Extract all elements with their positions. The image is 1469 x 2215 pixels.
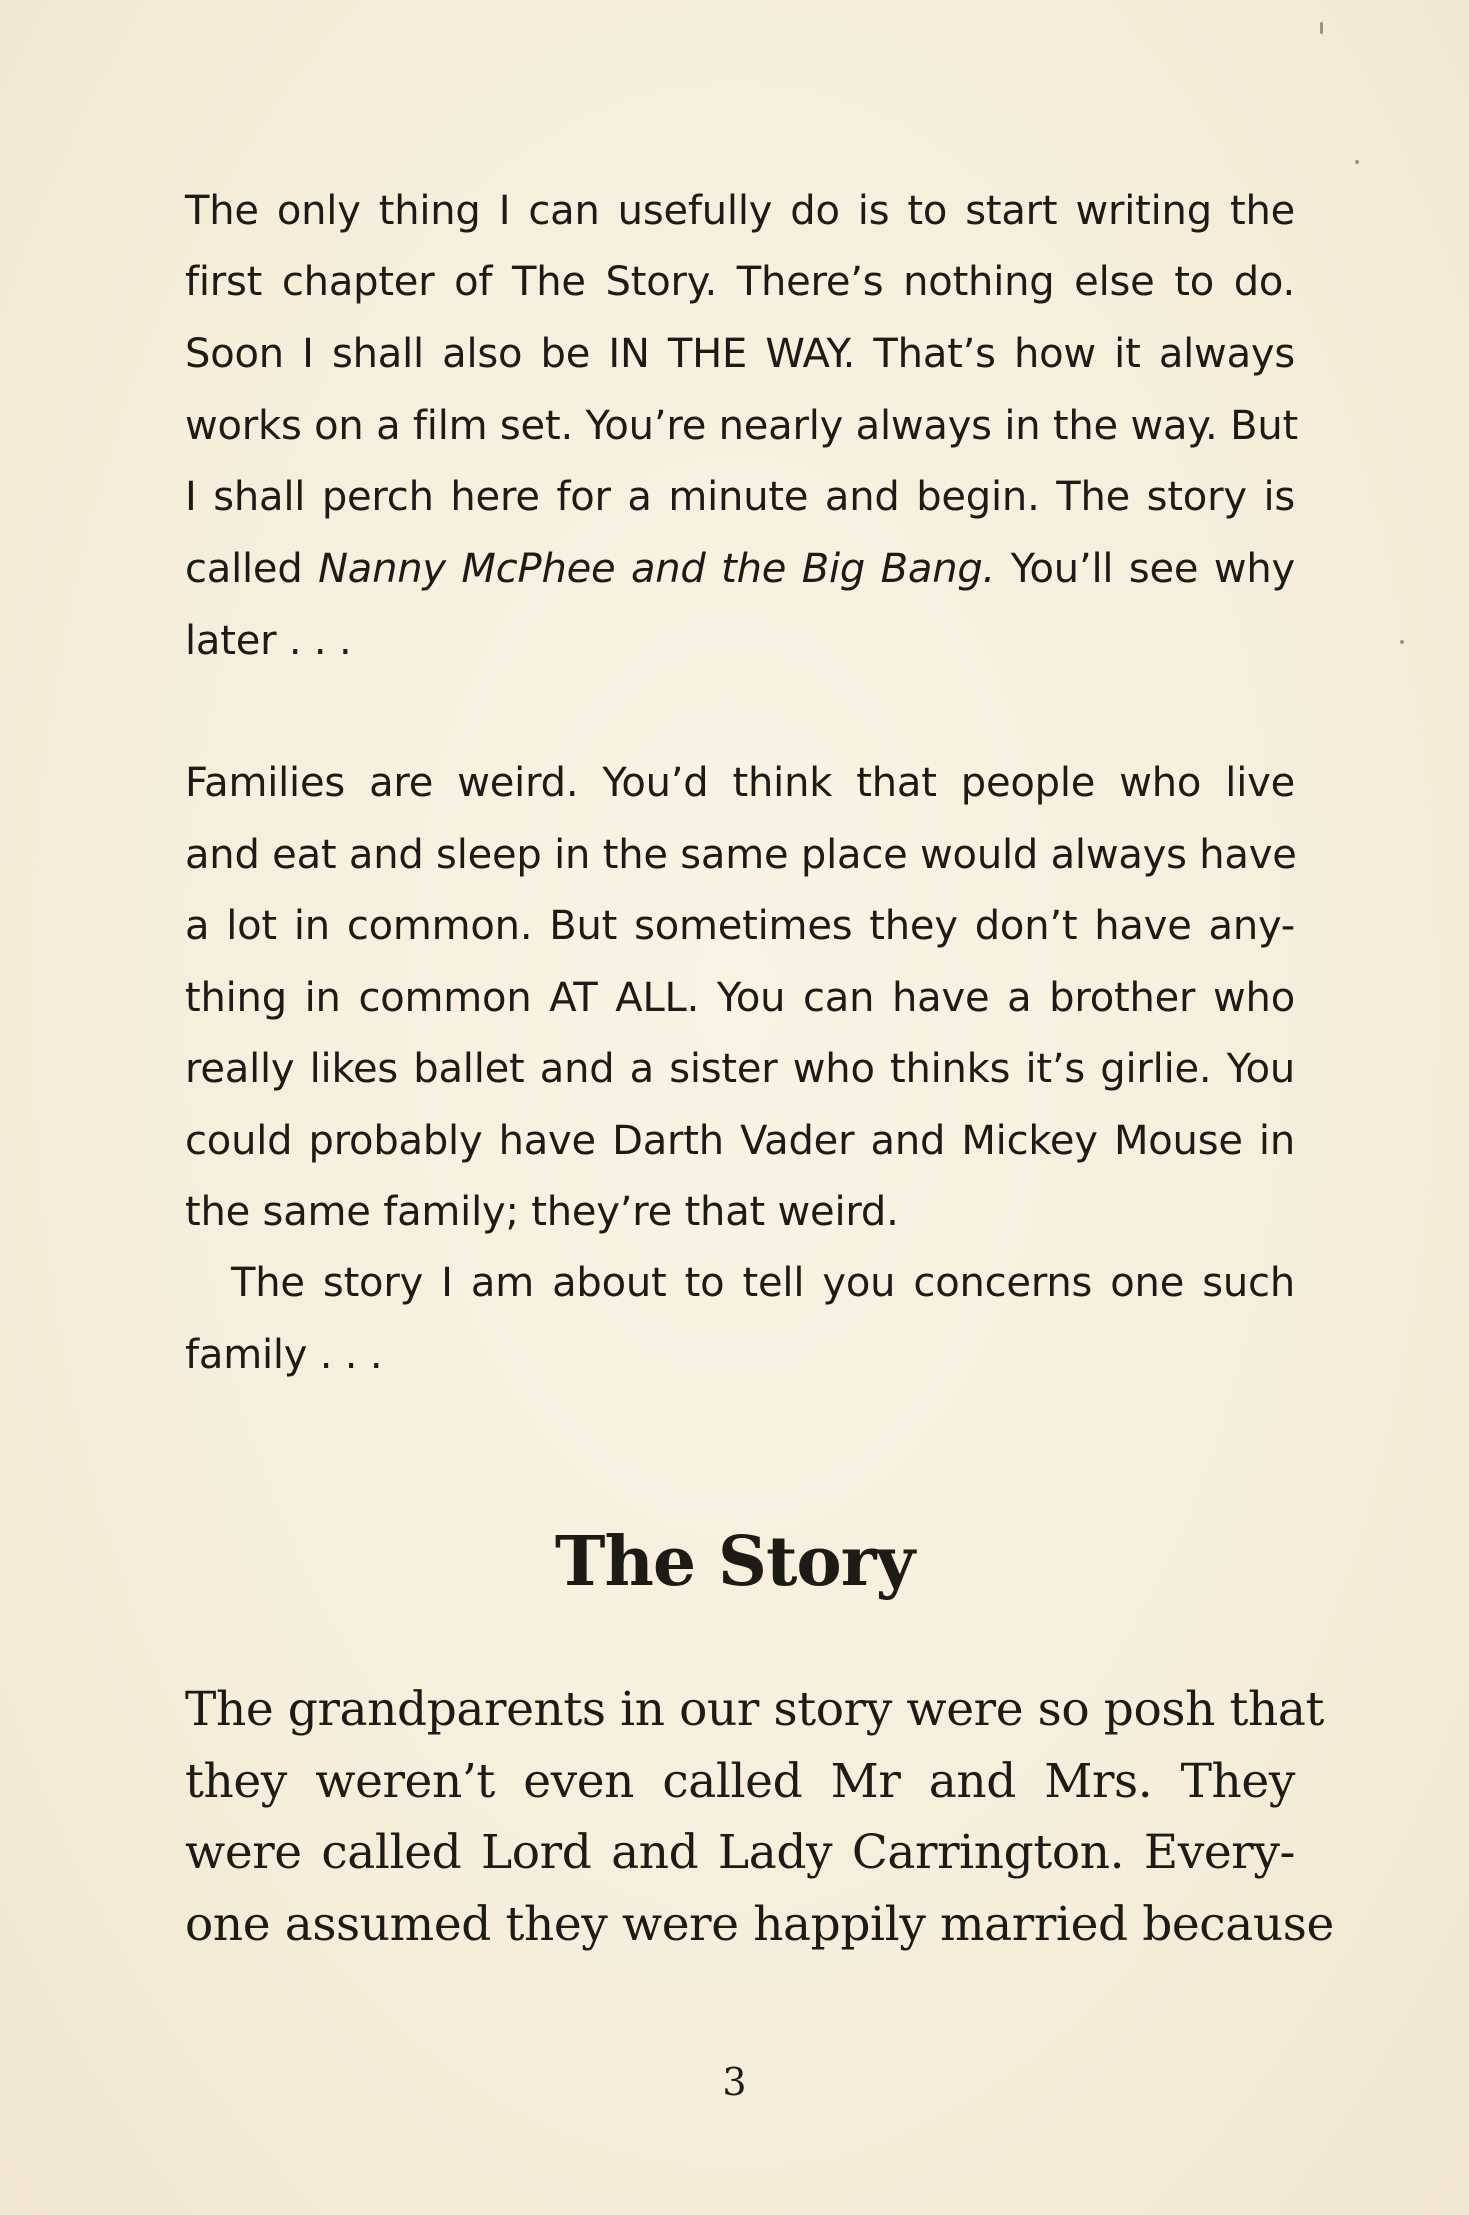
section-heading: The Story — [554, 1522, 915, 1602]
story-line-2: they weren’t even called Mr and Mrs. They — [185, 1754, 1295, 1809]
intro-line-3: Soon I shall also be IN THE WAY. That’s how it always — [185, 331, 1295, 377]
intro-line-2: first chapter of The Story. There’s nothing else to do. — [185, 259, 1295, 305]
intro-line-5: I shall perch here for a minute and begin. The story is — [185, 474, 1295, 520]
families-line-6: could probably have Darth Vader and Mickey Mouse in — [185, 1118, 1295, 1164]
story-line-4: one assumed they were happily married because — [185, 1897, 1334, 1952]
story-line-3: were called Lord and Lady Carrington. Every- — [185, 1825, 1295, 1880]
families-line-1: Families are weird. You’d think that people who live — [185, 760, 1295, 806]
intro-line-6 — [185, 543, 1295, 595]
families-line-4: thing in common AT ALL. You can have a brother who — [185, 975, 1295, 1021]
paper-speck — [1355, 160, 1359, 164]
page-number: 3 — [722, 2060, 747, 2104]
families-line-9: family . . . — [185, 1332, 383, 1378]
families-line-2: and eat and sleep in the same place would always have — [185, 832, 1297, 878]
paper-speck — [1320, 22, 1323, 34]
families-line-5: really likes ballet and a sister who thinks it’s girlie. You — [185, 1046, 1295, 1092]
families-line-3: a lot in common. But sometimes they don’t have any- — [185, 903, 1295, 949]
intro-called-text: called — [185, 546, 319, 592]
intro-line-4: works on a film set. You’re nearly always in the way. But — [185, 403, 1298, 449]
families-line-7: the same family; they’re that weird. — [185, 1189, 899, 1235]
book-title-italic: Nanny McPhee and the Big Bang. — [318, 546, 996, 592]
paper-speck — [1400, 640, 1404, 644]
families-line-8: The story I am about to tell you concerns one such — [231, 1260, 1295, 1306]
intro-see-why-text: You’ll see why — [995, 546, 1295, 592]
intro-line-7: later . . . — [185, 618, 352, 664]
story-line-1: The grandparents in our story were so posh that — [185, 1682, 1324, 1737]
intro-line-1: The only thing I can usefully do is to start writing the — [185, 188, 1295, 234]
